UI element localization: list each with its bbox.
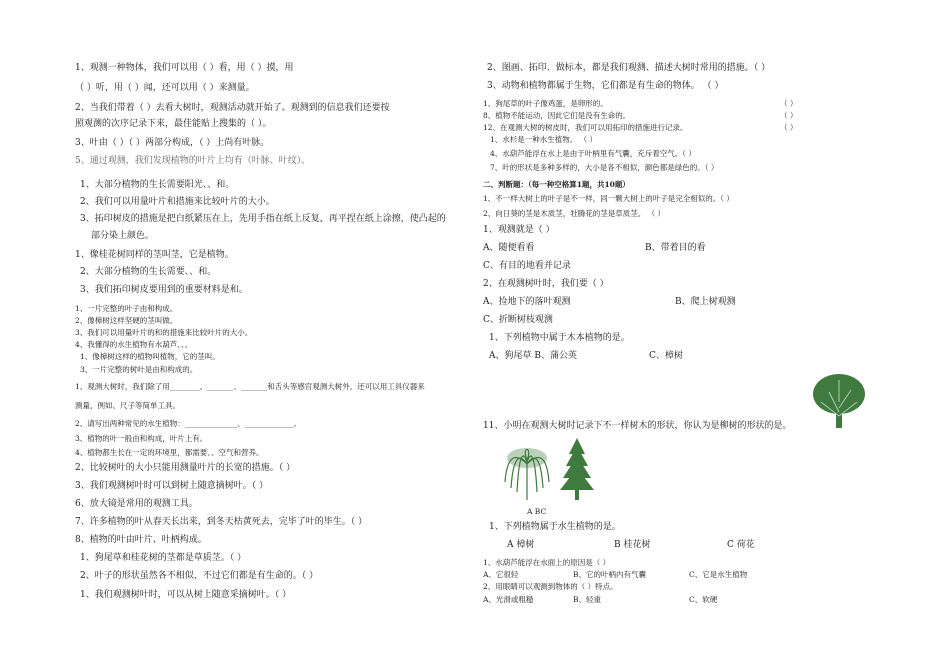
choice-j2-a: A、捡地下的落叶观测 xyxy=(483,297,571,307)
judge-h1: 1、水杉是一种水生植物。 （ ） xyxy=(490,135,598,144)
choice-m2-b: B、轻重 xyxy=(573,595,602,604)
question-3: 3、叶由（ ）（ ）两部分构成，（ ）上尚有叶脉。 xyxy=(75,138,270,148)
fill-b2: 2、大部分植物的生长需要、、和。 xyxy=(80,267,217,277)
question-1b: （ ）听，用（ ）闻，还可以用（ ）来测量。 xyxy=(75,83,255,93)
fill-b1: 1、像桂花树同样的茎叫茎，它是植物。 xyxy=(75,250,234,260)
fill-d2: 2、请写出两种常见的水生植物：______________、_____________。 xyxy=(75,419,302,428)
willow-tree-icon xyxy=(501,442,553,502)
choice-m1-a: A、它很轻 xyxy=(483,570,519,579)
judge-e7: 7、许多植物的叶从春天长出来，到冬天枯黄死去，完毕了叶的毕生。（ ） xyxy=(75,517,368,527)
fill-d3: 3、植物的叶一般由和构成，叶片上有。 xyxy=(75,434,208,443)
question-1a: 1、观测一种物体，我们可以用（ ）看，用（ ）摸，用 xyxy=(75,63,294,73)
judge-r3: 3、动物和植物都属于生物，它们都是有生命的物体。 （ ） xyxy=(487,81,724,91)
judge-e8: 8、植物的叶由叶片、叶柄构成。 xyxy=(75,535,207,545)
judge-g1: 1、狗尾草的叶子像鸡蛋，是卵形的。 xyxy=(483,99,608,108)
judge-e2: 2、比较树叶的大小只能用测量叶片的长宽的措施。（ ） xyxy=(75,463,296,473)
fill-a1: 1、大部分植物的生长需要阳光、、和。 xyxy=(80,180,235,190)
fill-c5: 1、像樟树这样的植物叫植物，它的茎叫。 xyxy=(80,352,220,361)
choice-k1-c: C 荷花 xyxy=(727,540,755,550)
choice-m1-b: B、它的叶柄内有气囊 xyxy=(573,570,647,579)
choice-j1: 1、观测就是（ ） xyxy=(483,225,555,235)
choice-j2: 2、在观测树叶时，我们要（ ） xyxy=(483,279,609,289)
judge-g8: 8、植物不能运动，因此它们是没有生命的。 xyxy=(483,111,631,120)
judge-g12-paren: （ ） xyxy=(780,123,798,132)
question-5: 5、通过观测，我们发现植物的叶片上均有（叶脉、叶纹）。 xyxy=(75,156,311,166)
choice-k1-a: A 樟树 xyxy=(507,540,535,550)
fill-b3: 3、我们拓印树皮要用到的重要材料是和。 xyxy=(80,285,248,295)
pine-tree-icon xyxy=(557,436,597,500)
judge-h7: 7、叶的形状是多种多样的，大小是各不相似，颜色都是绿色的。（ ） xyxy=(490,163,719,172)
choice-m2-c: C、软硬 xyxy=(689,595,718,604)
fill-d1b: 测量，例如、尺子等简单工具。 xyxy=(75,401,180,410)
judge-g1-paren: （ ） xyxy=(780,99,798,108)
fill-c3: 3、我们可以用量叶片的和的措施来比较叶片的大小。 xyxy=(75,328,253,337)
choice-k11: 11、小明在观测大树时记录下不一样树木的形状，你认为是柳树的形状的是。 xyxy=(483,421,792,431)
choice-m2-a: A、光滑或粗糙 xyxy=(483,595,534,604)
choice-j3: 1、下列植物中属于木本植物的是。 xyxy=(489,333,630,343)
fill-a3b: 部分染上颜色。 xyxy=(91,231,155,241)
judge-e6: 6、放大镜是常用的观测工具。 xyxy=(75,499,198,509)
judge-i2: 2、向日葵的茎是木质茎，牡腾花的茎是草质茎。 （ ） xyxy=(483,209,666,218)
judge-f3: 1、我们观测树叶时，可以从树上随意采摘树叶。（ ） xyxy=(80,590,292,600)
choice-j1-c: C、有目的地看并记录 xyxy=(483,261,571,271)
fill-a3a: 3、拓印树皮的措施是把白纸紧压在上，先用手指在纸上反复，再平捏在纸上涂擦，使凸起的 xyxy=(80,214,446,224)
judge-g12: 12、在观测大树的树皮时，我们可以用拓印的措施进行记录。 xyxy=(483,123,688,132)
judge-e3: 3、我们观测树叶时可以到树上随意摘树叶。（ ） xyxy=(75,481,269,491)
fill-d1: 1、观测大树时，我们除了用________、_______、_______和舌头等感官观测大树外，还可以用工具仪器来 xyxy=(75,382,425,391)
fill-c4: 4、我懂得的水生植物有水葫芦、、。 xyxy=(75,340,193,349)
choice-k1-b: B 桂花树 xyxy=(614,540,651,550)
choice-j1-b: B、带着目的看 xyxy=(645,243,706,253)
choice-k1: 1、下列植物属于水生植物的是。 xyxy=(489,522,621,532)
fill-d4: 4、植物都生长在一定的环境里，都需要、、空气和营养。 xyxy=(75,448,264,457)
fill-a2: 2、我们可以用量叶片和措施来比较叶片的大小。 xyxy=(80,197,275,207)
judge-r2: 2、图画、拓印、做标本，都是我们观测、描述大树时常用的措施。（ ） xyxy=(487,63,771,73)
choice-j2-b: B、爬上树观测 xyxy=(675,297,736,307)
judge-h4: 4、水葫芦能浮在水上是由于叶柄里有气囊，充斥着空气。（ ） xyxy=(490,149,696,158)
choice-k11-options: A BC xyxy=(527,507,547,516)
judge-g8-paren: （ ） xyxy=(780,111,798,120)
question-2a: 2、当我们带着（ ）去看大树时，观测活动就开始了。观测到的信息我们还要按 xyxy=(75,103,390,113)
choice-m1: 1、水葫芦能浮在水面上的原因是（ ） xyxy=(483,558,611,567)
choice-j3-ab: A、狗尾草 B、蒲公英 xyxy=(489,351,577,361)
judge-f2: 2、叶子的形状虽然各不相似，不过它们都是有生命的。（ ） xyxy=(80,571,319,581)
fill-c6: 3、一片完整的树叶是由和构成的。 xyxy=(80,365,198,374)
fill-c1: 1、一片完整的叶子由和构成。 xyxy=(75,304,178,313)
round-tree-icon xyxy=(811,372,867,428)
section-2-heading: 二、判断题：（每一种空格算1题，共10题） xyxy=(483,180,630,189)
question-2b: 照观测的次序记录下来，最佳能贴上搜集的（ ）。 xyxy=(75,119,272,129)
choice-m1-c: C、它是水生植物 xyxy=(689,570,748,579)
choice-j2-c: C、折断树枝观测 xyxy=(483,315,553,325)
fill-c2: 2、像樟树这样坚硬的茎叫做。 xyxy=(75,316,178,325)
judge-f1: 1、狗尾草和桂花树的茎都是草质茎。（ ） xyxy=(80,553,247,563)
choice-j3-c: C、樟树 xyxy=(649,351,683,361)
choice-m2: 2、用眼睛可以观测到物体的（ ）特点。 xyxy=(483,582,618,591)
choice-j1-a: A、随便看看 xyxy=(483,243,535,253)
judge-i1: 1、不一样大树上的叶子是不一样，同一颗大树上的叶子是完全相似的。（ ） xyxy=(483,194,734,203)
